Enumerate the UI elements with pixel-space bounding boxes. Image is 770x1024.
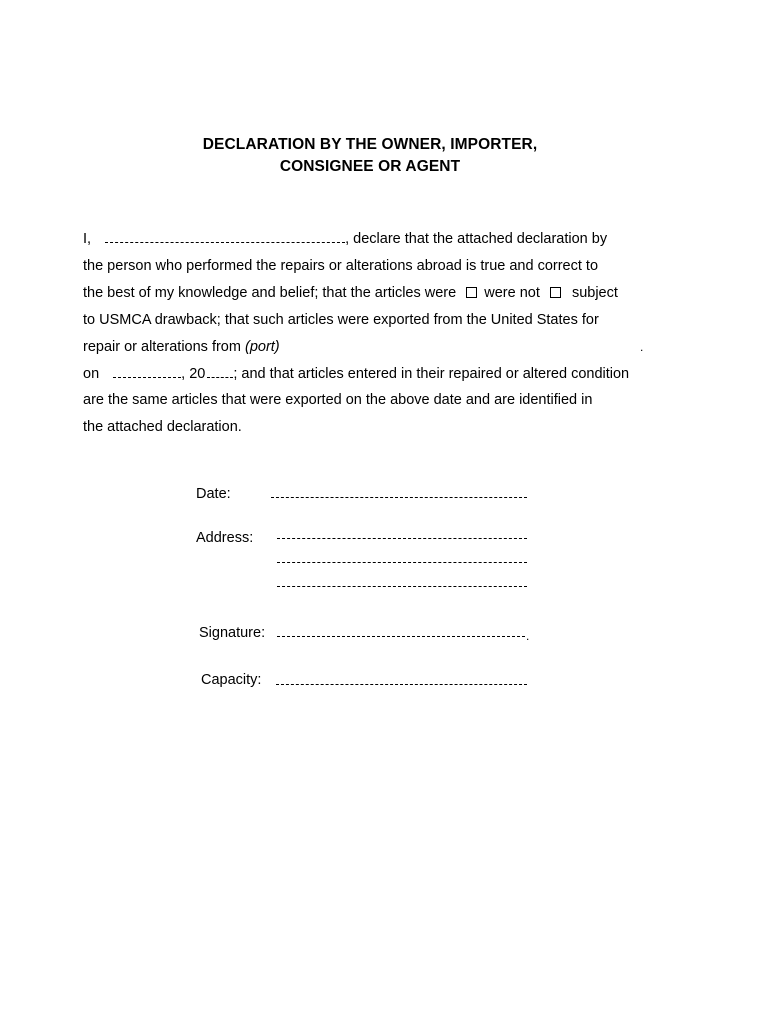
body-line-2: the person who performed the repairs or alterations abroad is true and correct to [83,258,599,274]
body-line-4: to USMCA drawback; that such articles were exported from the United States for [83,312,599,328]
capacity-field[interactable] [276,684,527,685]
body-line-7: are the same articles that were exported on the above date and are identified in [83,392,593,408]
address-field-line-1[interactable] [277,538,527,539]
year-prefix: , 20 [181,366,206,382]
signature-line-end: . [526,629,530,643]
body-line-5 [83,338,280,356]
signature-field[interactable] [277,636,525,637]
address-label: Address: [196,530,254,546]
body-line-1 [83,230,607,248]
port-label: (port) [244,339,280,355]
body-line-3 [83,284,618,302]
date-field[interactable] [271,497,527,498]
pronoun-i: I, [83,231,92,247]
body-line-8: the attached declaration. [83,419,242,435]
body-line-3-prefix: the best of my knowledge and belief; that the articles were [83,285,457,301]
were-checkbox[interactable] [466,287,477,298]
body-line-5-prefix: repair or alterations from [83,339,241,355]
date-label: Date: [196,486,231,502]
capacity-label: Capacity: [201,672,262,688]
on-label: on [83,366,100,382]
port-line-end: . [640,340,644,354]
year-field[interactable] [207,365,233,378]
address-field-line-3[interactable] [277,586,527,587]
title-line-1: DECLARATION BY THE OWNER, IMPORTER, [202,136,538,153]
address-field-line-2[interactable] [277,562,527,563]
body-line-6 [83,365,629,383]
subject-label: subject [571,285,618,301]
export-date-field[interactable] [113,365,181,378]
body-line-6-suffix: ; and that articles entered in their repaired or altered condition [233,366,630,382]
signature-label: Signature: [199,625,266,641]
declarant-name-field[interactable] [105,230,345,243]
were-not-label: were not [484,285,540,301]
were-not-checkbox[interactable] [550,287,561,298]
title-line-2: CONSIGNEE OR AGENT [279,158,461,175]
body-line-1-suffix: , declare that the attached declaration by [345,231,608,247]
